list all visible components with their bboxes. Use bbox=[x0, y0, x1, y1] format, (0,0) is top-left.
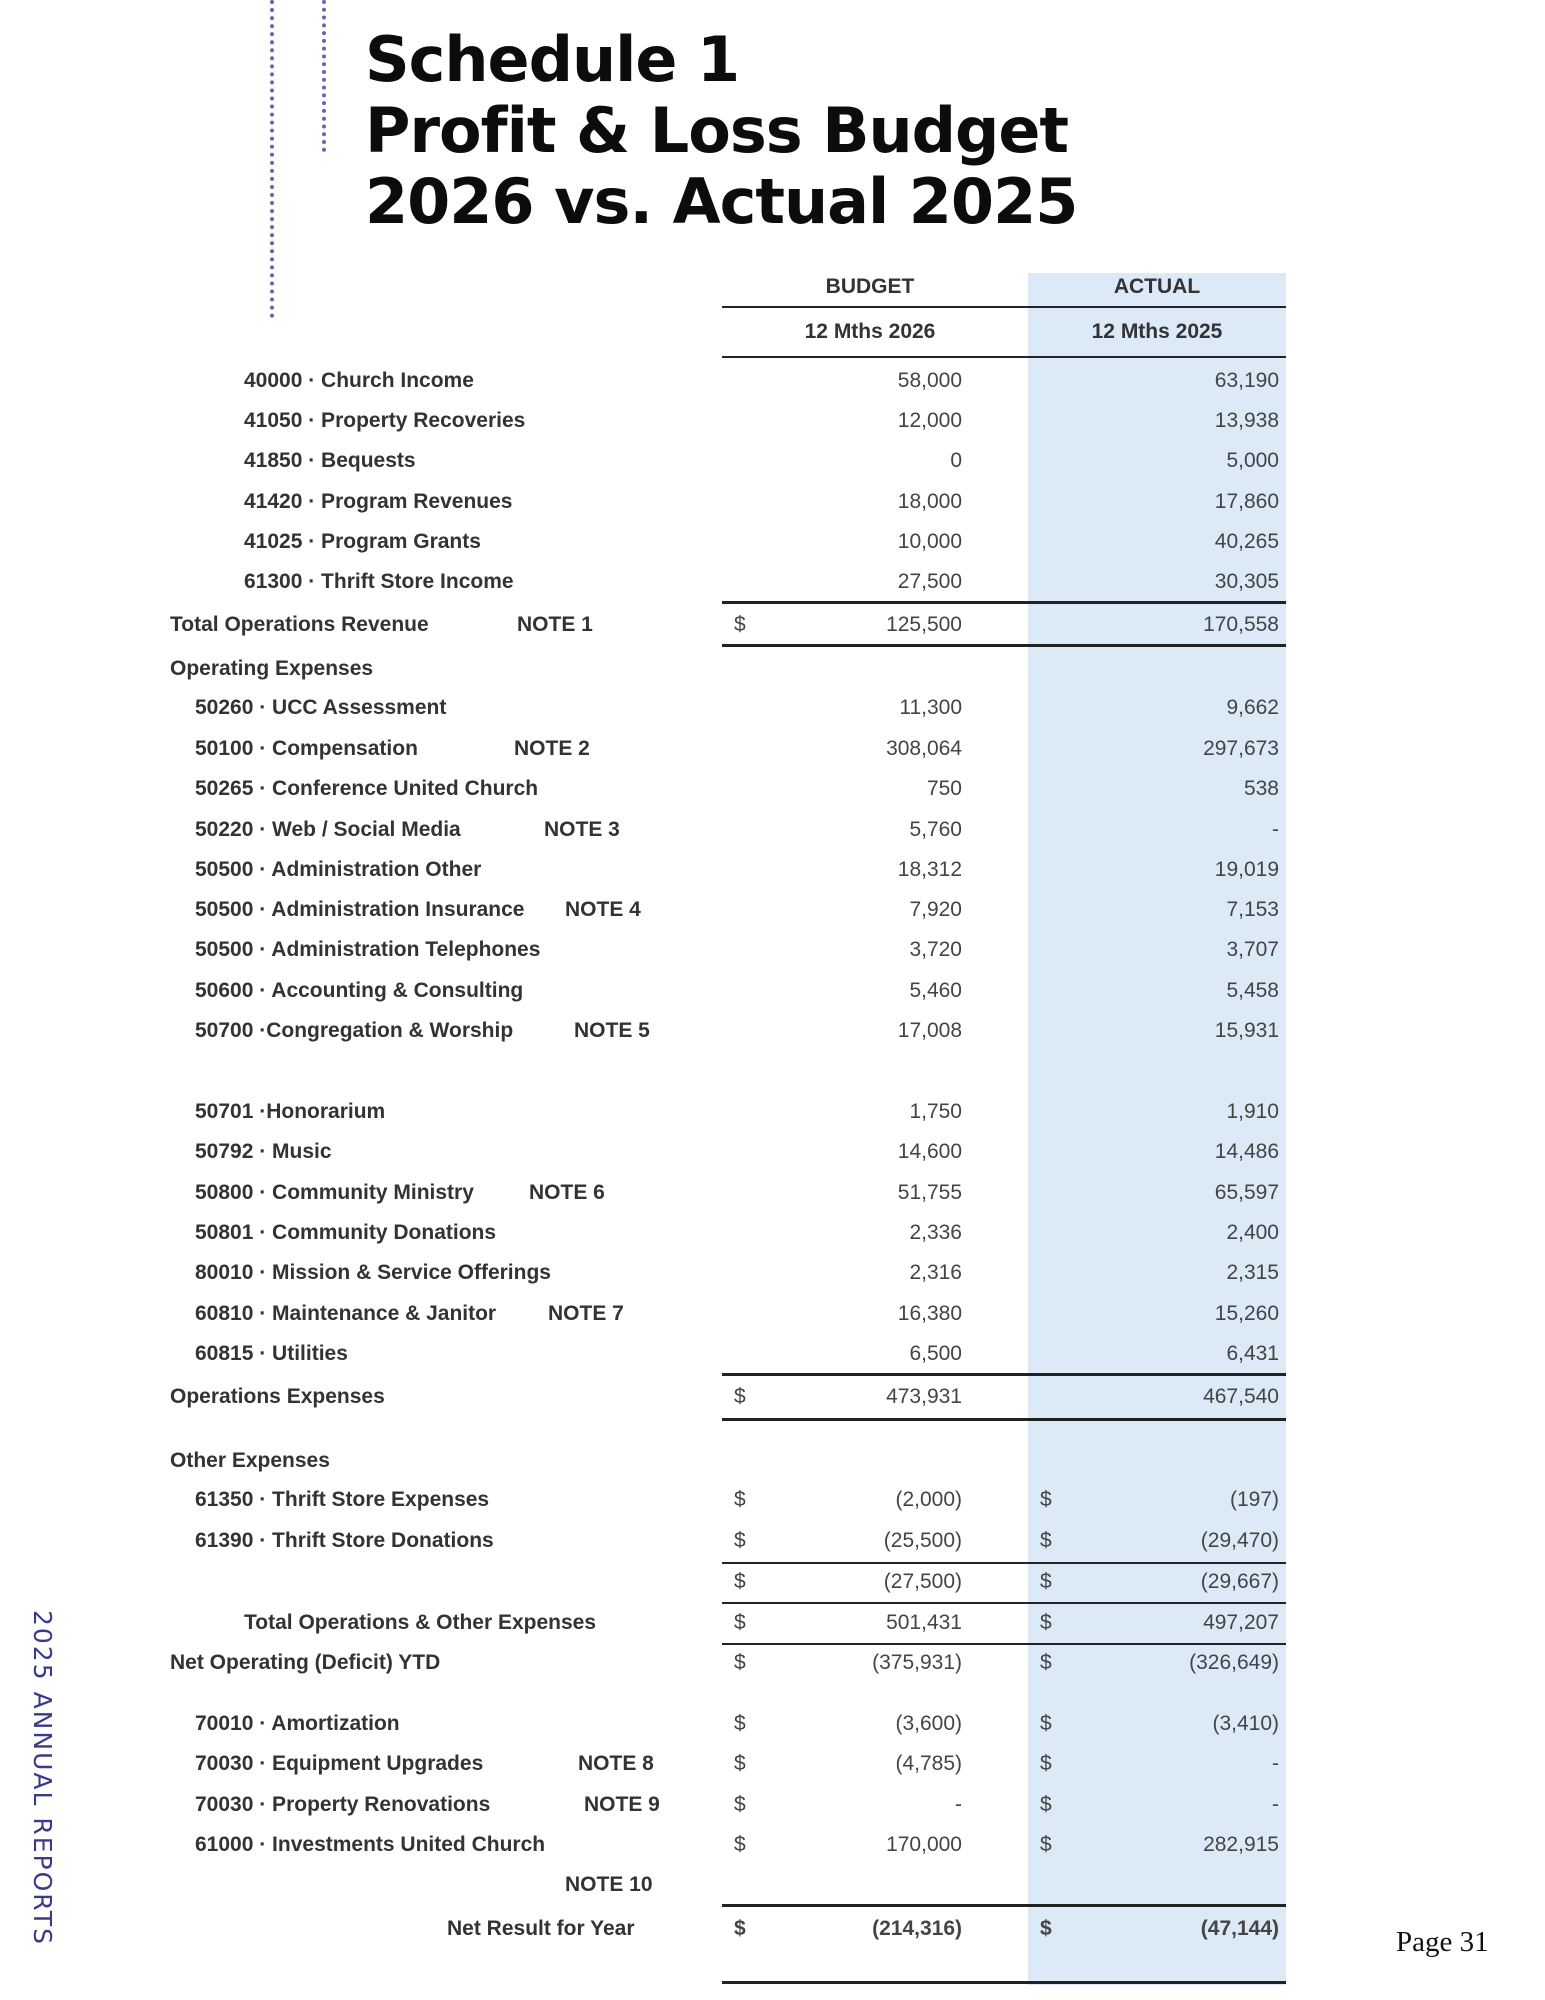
row-label: 50500 · Administration Telephones bbox=[195, 938, 541, 961]
operations-expenses-rule-bottom bbox=[722, 1418, 1286, 1421]
net-operating-rule bbox=[722, 1643, 1286, 1645]
total-revenue-rule-bottom bbox=[722, 644, 1286, 647]
budget-value: 750 bbox=[926, 777, 962, 800]
row-label: 41025 · Program Grants bbox=[244, 530, 481, 553]
note-reference: NOTE 3 bbox=[544, 818, 620, 841]
table-row bbox=[0, 610, 1545, 640]
note-reference: NOTE 5 bbox=[574, 1019, 650, 1042]
actual-currency: $ bbox=[1040, 1570, 1052, 1593]
table-row bbox=[0, 406, 1545, 436]
actual-value: 282,915 bbox=[1203, 1833, 1279, 1856]
budget-value: 16,380 bbox=[897, 1302, 962, 1325]
table-row bbox=[0, 1870, 1545, 1900]
actual-value: 7,153 bbox=[1226, 898, 1279, 921]
actual-value: 467,540 bbox=[1203, 1385, 1279, 1408]
actual-value: 1,910 bbox=[1226, 1100, 1279, 1123]
actual-column-period: 12 Mths 2025 bbox=[1091, 320, 1223, 343]
total-rule bbox=[722, 1602, 1286, 1604]
row-label: 50500 · Administration Insurance bbox=[195, 898, 525, 921]
table-row bbox=[0, 1485, 1545, 1515]
budget-value: (3,600) bbox=[895, 1712, 962, 1735]
table-row bbox=[0, 366, 1545, 396]
budget-value: (214,316) bbox=[872, 1917, 962, 1940]
budget-currency: $ bbox=[734, 1529, 746, 1552]
row-label: Total Operations Revenue bbox=[170, 613, 429, 636]
header-rule bbox=[722, 356, 1286, 358]
row-label: 80010 · Mission & Service Offerings bbox=[195, 1261, 551, 1284]
table-row bbox=[0, 1446, 1545, 1476]
budget-value: 3,720 bbox=[909, 938, 962, 961]
row-label: 60815 · Utilities bbox=[195, 1342, 348, 1365]
table-row bbox=[0, 1218, 1545, 1248]
actual-value: 15,260 bbox=[1214, 1302, 1279, 1325]
actual-value: 13,938 bbox=[1214, 409, 1279, 432]
actual-currency: $ bbox=[1040, 1611, 1052, 1634]
table-row bbox=[0, 1016, 1545, 1046]
budget-value: (375,931) bbox=[872, 1651, 962, 1674]
note-reference: NOTE 2 bbox=[514, 737, 590, 760]
actual-currency: $ bbox=[1040, 1488, 1052, 1511]
budget-value: 308,064 bbox=[886, 737, 962, 760]
budget-currency: $ bbox=[734, 613, 746, 636]
budget-value: 125,500 bbox=[886, 613, 962, 636]
row-label: Operating Expenses bbox=[170, 657, 374, 680]
table-row bbox=[0, 1830, 1545, 1860]
actual-value: 538 bbox=[1243, 777, 1279, 800]
budget-value: (2,000) bbox=[895, 1488, 962, 1511]
budget-currency: $ bbox=[734, 1712, 746, 1735]
budget-value: 18,000 bbox=[897, 490, 962, 513]
actual-value: 30,305 bbox=[1214, 570, 1279, 593]
table-row bbox=[0, 734, 1545, 764]
actual-value: 2,315 bbox=[1226, 1261, 1279, 1284]
row-label: 50100 · Compensation bbox=[195, 737, 418, 760]
row-label: 50220 · Web / Social Media bbox=[195, 818, 461, 841]
table-row bbox=[0, 855, 1545, 885]
budget-value: 2,336 bbox=[909, 1221, 962, 1244]
budget-value: 12,000 bbox=[897, 409, 962, 432]
note-reference: NOTE 7 bbox=[548, 1302, 624, 1325]
row-label: 40000 · Church Income bbox=[244, 369, 474, 392]
budget-value: 170,000 bbox=[886, 1833, 962, 1856]
header-rule bbox=[722, 306, 1286, 308]
budget-value: 27,500 bbox=[897, 570, 962, 593]
budget-currency: $ bbox=[734, 1385, 746, 1408]
actual-column-title: ACTUAL bbox=[1113, 275, 1201, 298]
row-label: 61000 · Investments United Church bbox=[195, 1833, 546, 1856]
actual-value: 6,431 bbox=[1226, 1342, 1279, 1365]
budget-value: - bbox=[955, 1793, 962, 1816]
budget-value: 473,931 bbox=[886, 1385, 962, 1408]
row-label: 61300 · Thrift Store Income bbox=[244, 570, 514, 593]
row-label: 60810 · Maintenance & Janitor bbox=[195, 1302, 497, 1325]
budget-value: (25,500) bbox=[883, 1529, 962, 1552]
budget-value: 51,755 bbox=[897, 1181, 962, 1204]
actual-value: 40,265 bbox=[1214, 530, 1279, 553]
actual-currency: $ bbox=[1040, 1793, 1052, 1816]
actual-value: - bbox=[1272, 1793, 1279, 1816]
row-label: 70030 · Property Renovations bbox=[195, 1793, 491, 1816]
budget-currency: $ bbox=[734, 1917, 746, 1940]
actual-value: 3,707 bbox=[1226, 938, 1279, 961]
row-label: 61350 · Thrift Store Expenses bbox=[195, 1488, 490, 1511]
net-result-rule-bottom bbox=[722, 1981, 1286, 1984]
actual-value: (29,667) bbox=[1200, 1570, 1279, 1593]
row-label: 70010 · Amortization bbox=[195, 1712, 400, 1735]
operations-expenses-rule-top bbox=[722, 1373, 1286, 1376]
actual-value: 497,207 bbox=[1203, 1611, 1279, 1634]
actual-value: 19,019 bbox=[1214, 858, 1279, 881]
row-label: 41420 · Program Revenues bbox=[244, 490, 513, 513]
actual-value: - bbox=[1272, 1752, 1279, 1775]
table-row bbox=[0, 1299, 1545, 1329]
row-label: 50265 · Conference United Church bbox=[195, 777, 539, 800]
row-label: Net Result for Year bbox=[447, 1917, 635, 1940]
budget-value: 58,000 bbox=[897, 369, 962, 392]
budget-currency: $ bbox=[734, 1570, 746, 1593]
table-row bbox=[0, 935, 1545, 965]
note-reference: NOTE 1 bbox=[517, 613, 593, 636]
net-result-rule-top bbox=[722, 1904, 1286, 1907]
row-label: 50701 ·Honorarium bbox=[195, 1100, 386, 1123]
row-label: 41850 · Bequests bbox=[244, 449, 416, 472]
table-row bbox=[0, 1137, 1545, 1167]
budget-value: 1,750 bbox=[909, 1100, 962, 1123]
row-label: 50792 · Music bbox=[195, 1140, 332, 1163]
actual-value: (197) bbox=[1229, 1488, 1279, 1511]
table-row bbox=[0, 1339, 1545, 1369]
row-label: Operations Expenses bbox=[170, 1385, 385, 1408]
budget-column-period: 12 Mths 2026 bbox=[804, 320, 936, 343]
row-label: Total Operations & Other Expenses bbox=[244, 1611, 597, 1634]
budget-currency: $ bbox=[734, 1833, 746, 1856]
table-row bbox=[0, 654, 1545, 684]
actual-currency: $ bbox=[1040, 1917, 1052, 1940]
budget-value: 18,312 bbox=[897, 858, 962, 881]
note-reference: NOTE 6 bbox=[529, 1181, 605, 1204]
table-row bbox=[0, 1567, 1545, 1597]
budget-value: 6,500 bbox=[909, 1342, 962, 1365]
table-row bbox=[0, 895, 1545, 925]
actual-value: (47,144) bbox=[1200, 1917, 1279, 1940]
row-label: 70030 · Equipment Upgrades bbox=[195, 1752, 484, 1775]
actual-currency: $ bbox=[1040, 1712, 1052, 1735]
row-label: 50700 ·Congregation & Worship bbox=[195, 1019, 514, 1042]
budget-value: 501,431 bbox=[886, 1611, 962, 1634]
actual-value: 297,673 bbox=[1203, 737, 1279, 760]
actual-value: 63,190 bbox=[1214, 369, 1279, 392]
table-row bbox=[0, 1790, 1545, 1820]
budget-value: 7,920 bbox=[909, 898, 962, 921]
actual-value: 65,597 bbox=[1214, 1181, 1279, 1204]
note-reference: NOTE 8 bbox=[578, 1752, 654, 1775]
actual-value: 5,000 bbox=[1226, 449, 1279, 472]
title-line-3: 2026 vs. Actual 2025 bbox=[365, 165, 1078, 238]
table-row bbox=[0, 446, 1545, 476]
table-row bbox=[0, 1709, 1545, 1739]
table-row bbox=[0, 693, 1545, 723]
budget-value: 11,300 bbox=[899, 696, 962, 719]
actual-value: (326,649) bbox=[1189, 1651, 1279, 1674]
title-line-2: Profit & Loss Budget bbox=[365, 94, 1069, 167]
row-label: 50600 · Accounting & Consulting bbox=[195, 979, 524, 1002]
note-reference: NOTE 4 bbox=[565, 898, 641, 921]
actual-currency: $ bbox=[1040, 1651, 1052, 1674]
table-row bbox=[0, 487, 1545, 517]
budget-currency: $ bbox=[734, 1793, 746, 1816]
table-row bbox=[0, 815, 1545, 845]
actual-currency: $ bbox=[1040, 1529, 1052, 1552]
row-label: 50801 · Community Donations bbox=[195, 1221, 497, 1244]
budget-value: 14,600 bbox=[897, 1140, 962, 1163]
row-label: Net Operating (Deficit) YTD bbox=[170, 1651, 441, 1674]
side-label: 2025 ANNUAL REPORTS bbox=[28, 1610, 57, 1946]
row-label: 50260 · UCC Assessment bbox=[195, 696, 447, 719]
table-row bbox=[0, 774, 1545, 804]
budget-value: 10,000 bbox=[897, 530, 962, 553]
note-reference: NOTE 10 bbox=[565, 1873, 653, 1896]
actual-value: 5,458 bbox=[1226, 979, 1279, 1002]
table-row bbox=[0, 1258, 1545, 1288]
table-row bbox=[0, 527, 1545, 557]
table-row bbox=[0, 1382, 1545, 1412]
row-label: 50800 · Community Ministry bbox=[195, 1181, 474, 1204]
budget-value: (27,500) bbox=[883, 1570, 962, 1593]
budget-currency: $ bbox=[734, 1752, 746, 1775]
actual-value: (29,470) bbox=[1200, 1529, 1279, 1552]
table-row bbox=[0, 1097, 1545, 1127]
row-label: Other Expenses bbox=[170, 1449, 330, 1472]
actual-value: 14,486 bbox=[1214, 1140, 1279, 1163]
actual-value: - bbox=[1272, 818, 1279, 841]
table-row bbox=[0, 976, 1545, 1006]
table-row bbox=[0, 567, 1545, 597]
budget-column-title: BUDGET bbox=[825, 275, 915, 298]
table-row bbox=[0, 1526, 1545, 1556]
actual-value: 17,860 bbox=[1214, 490, 1279, 513]
row-label: 50500 · Administration Other bbox=[195, 858, 482, 881]
budget-value: 5,760 bbox=[909, 818, 962, 841]
table-row bbox=[0, 1178, 1545, 1208]
page-number: Page 31 bbox=[1396, 1926, 1489, 1958]
total-revenue-rule-top bbox=[722, 601, 1286, 604]
table-row bbox=[0, 1914, 1545, 1944]
actual-value: 170,558 bbox=[1203, 613, 1279, 636]
actual-currency: $ bbox=[1040, 1833, 1052, 1856]
budget-value: 17,008 bbox=[897, 1019, 962, 1042]
note-reference: NOTE 9 bbox=[584, 1793, 660, 1816]
budget-value: 2,316 bbox=[909, 1261, 962, 1284]
budget-value: 0 bbox=[950, 449, 962, 472]
budget-currency: $ bbox=[734, 1651, 746, 1674]
table-row bbox=[0, 1608, 1545, 1638]
budget-value: (4,785) bbox=[895, 1752, 962, 1775]
budget-value: 5,460 bbox=[909, 979, 962, 1002]
table-row bbox=[0, 1749, 1545, 1779]
budget-currency: $ bbox=[734, 1488, 746, 1511]
table-row bbox=[0, 1648, 1545, 1678]
actual-value: 2,400 bbox=[1226, 1221, 1279, 1244]
actual-value: 9,662 bbox=[1226, 696, 1279, 719]
actual-value: (3,410) bbox=[1212, 1712, 1279, 1735]
actual-value: 15,931 bbox=[1214, 1019, 1279, 1042]
actual-currency: $ bbox=[1040, 1752, 1052, 1775]
title-line-1: Schedule 1 bbox=[365, 23, 740, 96]
row-label: 61390 · Thrift Store Donations bbox=[195, 1529, 494, 1552]
row-label: 41050 · Property Recoveries bbox=[244, 409, 526, 432]
budget-currency: $ bbox=[734, 1611, 746, 1634]
subtotal-rule bbox=[722, 1562, 1286, 1564]
